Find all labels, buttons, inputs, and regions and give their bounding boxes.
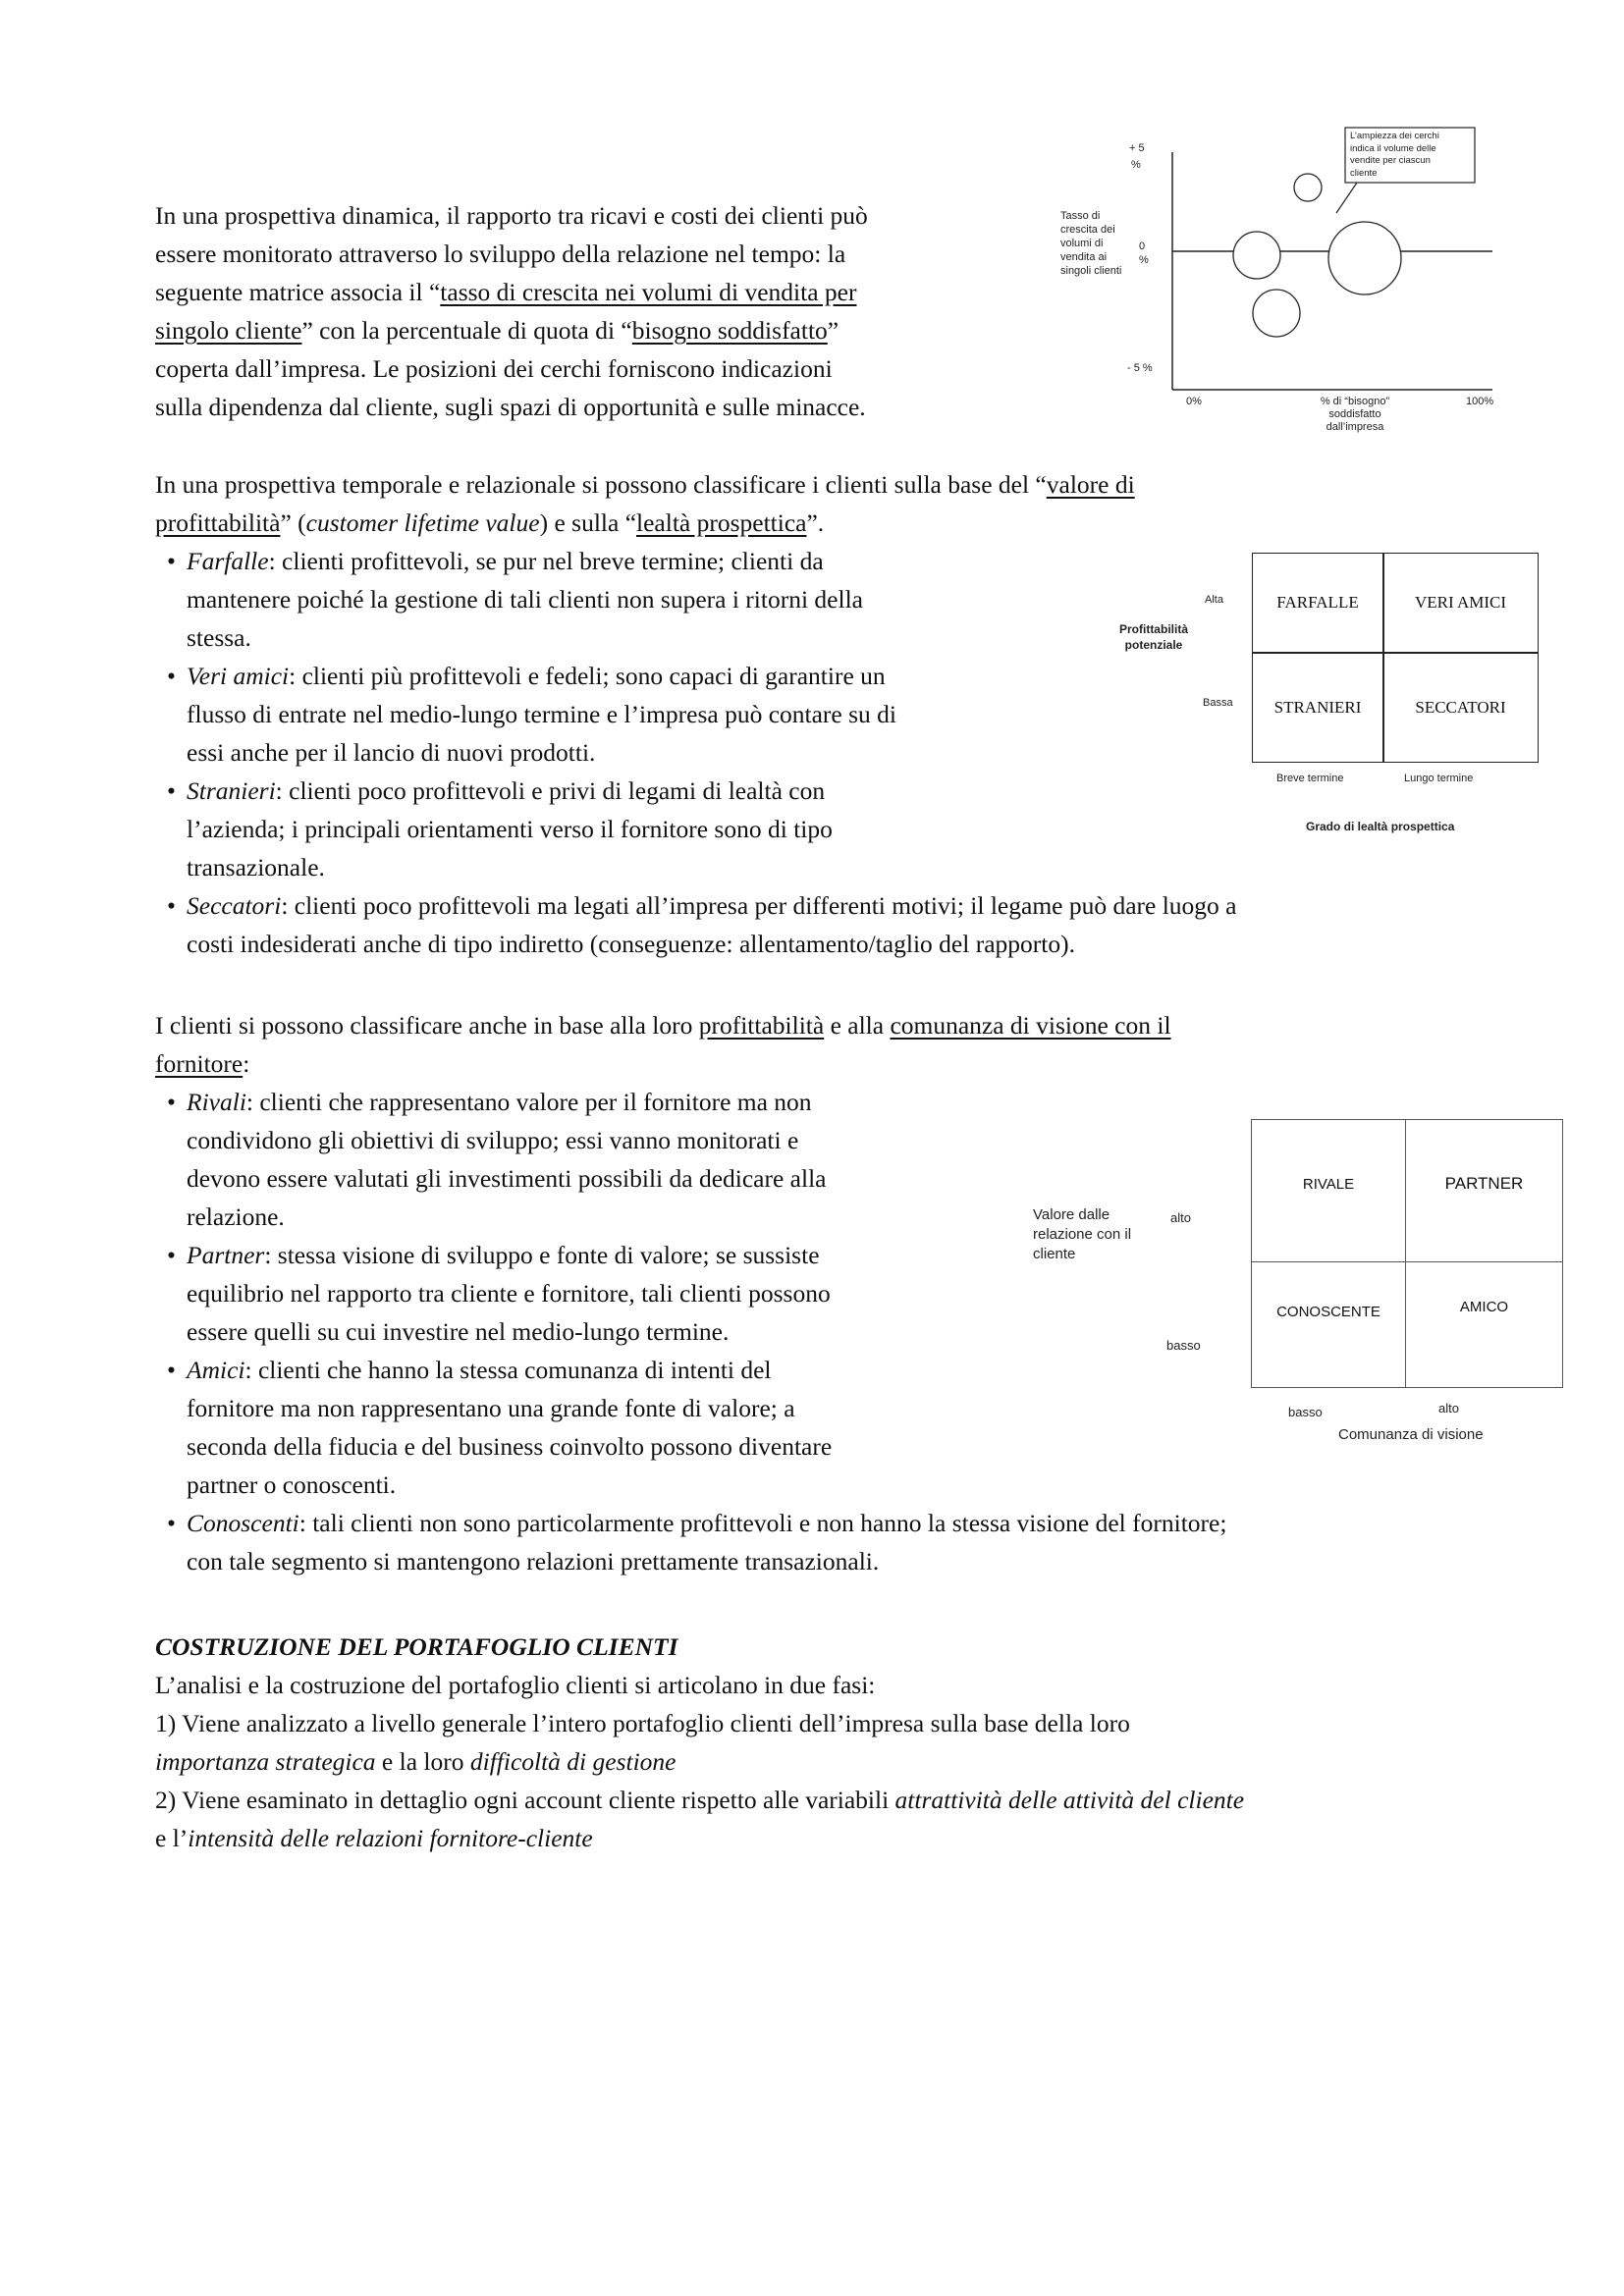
callout-text: L’ampiezza dei cerchi indica il volume delle vendite per ciascun cliente bbox=[1350, 131, 1439, 179]
x-high-label: alto bbox=[1438, 1401, 1459, 1415]
y-bottom-label: - 5 % bbox=[1127, 362, 1153, 374]
bullet-farfalle: • Farfalle: clienti profittevoli, se pur nel breve termine; clienti da mantenere poiché la gestione di tali clienti non supera i ritorni della stessa. bbox=[187, 542, 1051, 657]
y-top-unit: % bbox=[1131, 159, 1141, 171]
cell-rivale: RIVALE bbox=[1302, 1175, 1355, 1193]
cell-amico: AMICO bbox=[1459, 1298, 1509, 1315]
bullet-dot-icon: • bbox=[167, 1241, 176, 1269]
section-body bbox=[155, 1666, 1549, 1857]
bullet-dot-icon: • bbox=[167, 547, 176, 575]
bullet-dot-icon: • bbox=[167, 891, 176, 920]
loyalty-matrix-diagram bbox=[1100, 545, 1571, 849]
text-line: L’analisi e la costruzione del portafoglio clienti si articolano in due fasi: bbox=[155, 1671, 876, 1699]
x-right-label: 100% bbox=[1466, 396, 1494, 407]
y-axis-title: Tasso di crescita dei volumi di vendita ai singoli clienti bbox=[1060, 210, 1122, 277]
section-heading: COSTRUZIONE DEL PORTAFOGLIO CLIENTI bbox=[155, 1632, 678, 1661]
bullet-rivali: • Rivali: clienti che rappresentano valore per il fornitore ma non condividono gli obiettivi di sviluppo; essi vanno monitorati e devono essere valutati gli investimenti possibili da dedicare alla relazione. bbox=[187, 1083, 1021, 1236]
y-axis-title: Valore dalle relazione con il cliente bbox=[1033, 1206, 1132, 1262]
bubble-matrix-diagram bbox=[1051, 123, 1561, 447]
cell-farfalle: FARFALLE bbox=[1276, 593, 1359, 612]
bubble-small-top bbox=[1294, 174, 1322, 201]
bullet-stranieri: • Stranieri: clienti poco profittevoli e privi di legami di lealtà con l’azienda; i principali orientamenti verso il fornitore sono di tipo transazionale. bbox=[187, 772, 1051, 886]
lifetime-value-intro bbox=[155, 465, 1530, 542]
text-line: importanza strategica e la loro difficoltà di gestione bbox=[155, 1747, 677, 1776]
bullet-seccatori: • Seccatori: clienti poco profittevoli ma legati all’impresa per differenti motivi; il legame può dare luogo a costi indesiderati anche di tipo indiretto (conseguenze: allentamento/taglio del rapporto). bbox=[187, 886, 1561, 963]
bullet-dot-icon: • bbox=[167, 1356, 176, 1384]
cell-seccatori: SECCATORI bbox=[1415, 697, 1506, 717]
text-line: I clienti si possono classificare anche in base alla loro profittabilità e alla comunanza di visione con il bbox=[155, 1011, 1171, 1040]
shared-vision-intro bbox=[155, 1006, 1530, 1083]
bubble-large-center bbox=[1328, 222, 1401, 294]
x-right-label: Lungo termine bbox=[1404, 773, 1474, 784]
x-left-label: Breve termine bbox=[1276, 773, 1344, 784]
x-low-label: basso bbox=[1288, 1405, 1323, 1419]
intro-paragraph bbox=[155, 196, 1039, 426]
text-line: singolo cliente” con la percentuale di quota di “bisogno soddisfatto” bbox=[155, 316, 839, 345]
bullet-dot-icon: • bbox=[167, 1088, 176, 1116]
cell-stranieri: STRANIERI bbox=[1273, 697, 1362, 717]
y-high-label: alto bbox=[1170, 1210, 1191, 1225]
bubble-chart-svg bbox=[1051, 123, 1561, 447]
callout-pointer bbox=[1336, 183, 1357, 213]
text-line: In una prospettiva dinamica, il rapporto tra ricavi e costi dei clienti può bbox=[155, 201, 868, 230]
y-axis-title: Profittabilità potenziale bbox=[1118, 622, 1188, 652]
bullet-conoscenti: • Conoscenti: tali clienti non sono particolarmente profittevoli e non hanno la stessa visione del fornitore; con tale segmento si mantengono relazioni prettamente transazionali. bbox=[187, 1504, 1561, 1580]
text-line: seguente matrice associa il “tasso di crescita nei volumi di vendita per bbox=[155, 278, 857, 306]
text-line: 2) Viene esaminato in dettaglio ogni account cliente rispetto alle variabili attrattività delle attività del cliente bbox=[155, 1786, 1245, 1814]
y-low-label: Bassa bbox=[1203, 697, 1233, 709]
text-line: e l’intensità delle relazioni fornitore-cliente bbox=[155, 1824, 593, 1852]
vision-matrix-diagram bbox=[1031, 1119, 1581, 1453]
cell-partner: PARTNER bbox=[1444, 1174, 1524, 1193]
bullet-dot-icon: • bbox=[167, 662, 176, 690]
bubble-medium-left bbox=[1233, 232, 1280, 279]
bullet-partner: • Partner: stessa visione di sviluppo e fonte di valore; se sussiste equilibrio nel rapporto tra cliente e fornitore, tali clienti possono essere quelli su cui investire nel medio-lungo termine. bbox=[187, 1236, 1021, 1351]
matrix-grid bbox=[1251, 1119, 1563, 1388]
text-line: fornitore: bbox=[155, 1049, 250, 1078]
cell-conoscente: CONOSCENTE bbox=[1276, 1303, 1380, 1320]
text-line: 1) Viene analizzato a livello generale l’intero portafoglio clienti dell’impresa sulla base della loro bbox=[155, 1709, 1130, 1737]
cell-veri-amici: VERI AMICI bbox=[1414, 593, 1507, 612]
text-line: In una prospettiva temporale e relazionale si possono classificare i clienti sulla base del “valore di bbox=[155, 470, 1135, 499]
bullet-veri-amici: • Veri amici: clienti più profittevoli e fedeli; sono capaci di garantire un flusso di entrate nel medio-lungo termine e l’impresa può contare su di essi anche per il lancio di nuovi prodotti. bbox=[187, 657, 1051, 772]
bullet-dot-icon: • bbox=[167, 776, 176, 805]
y-high-label: Alta bbox=[1205, 594, 1223, 606]
text-line: profittabilità” (customer lifetime value) e sulla “lealtà prospettica”. bbox=[155, 508, 825, 537]
bubble-medium-bottom bbox=[1253, 290, 1300, 337]
bullet-dot-icon: • bbox=[167, 1509, 176, 1537]
x-axis-title: % di “bisogno” soddisfatto dall’impresa bbox=[1320, 396, 1390, 433]
text-line: essere monitorato attraverso lo sviluppo della relazione nel tempo: la bbox=[155, 240, 846, 268]
y-top-label: + 5 bbox=[1129, 142, 1145, 154]
text-line: sulla dipendenza dal cliente, sugli spazi di opportunità e sulle minacce. bbox=[155, 393, 866, 421]
x-axis-title: Comunanza di visione bbox=[1338, 1426, 1484, 1443]
bullet-amici: • Amici: clienti che hanno la stessa comunanza di intenti del fornitore ma non rappresentano una grande fonte di valore; a seconda della fiducia e del business coinvolto possono diventare partner o conoscenti. bbox=[187, 1351, 1021, 1504]
y-low-label: basso bbox=[1166, 1338, 1201, 1353]
y-zero-label: 0 bbox=[1139, 240, 1146, 252]
y-zero-unit: % bbox=[1139, 254, 1149, 266]
matrix-grid bbox=[1252, 553, 1539, 763]
x-axis-title: Grado di lealtà prospettica bbox=[1306, 820, 1455, 833]
x-left-label: 0% bbox=[1186, 396, 1202, 407]
text-line: coperta dall’impresa. Le posizioni dei cerchi forniscono indicazioni bbox=[155, 354, 833, 383]
